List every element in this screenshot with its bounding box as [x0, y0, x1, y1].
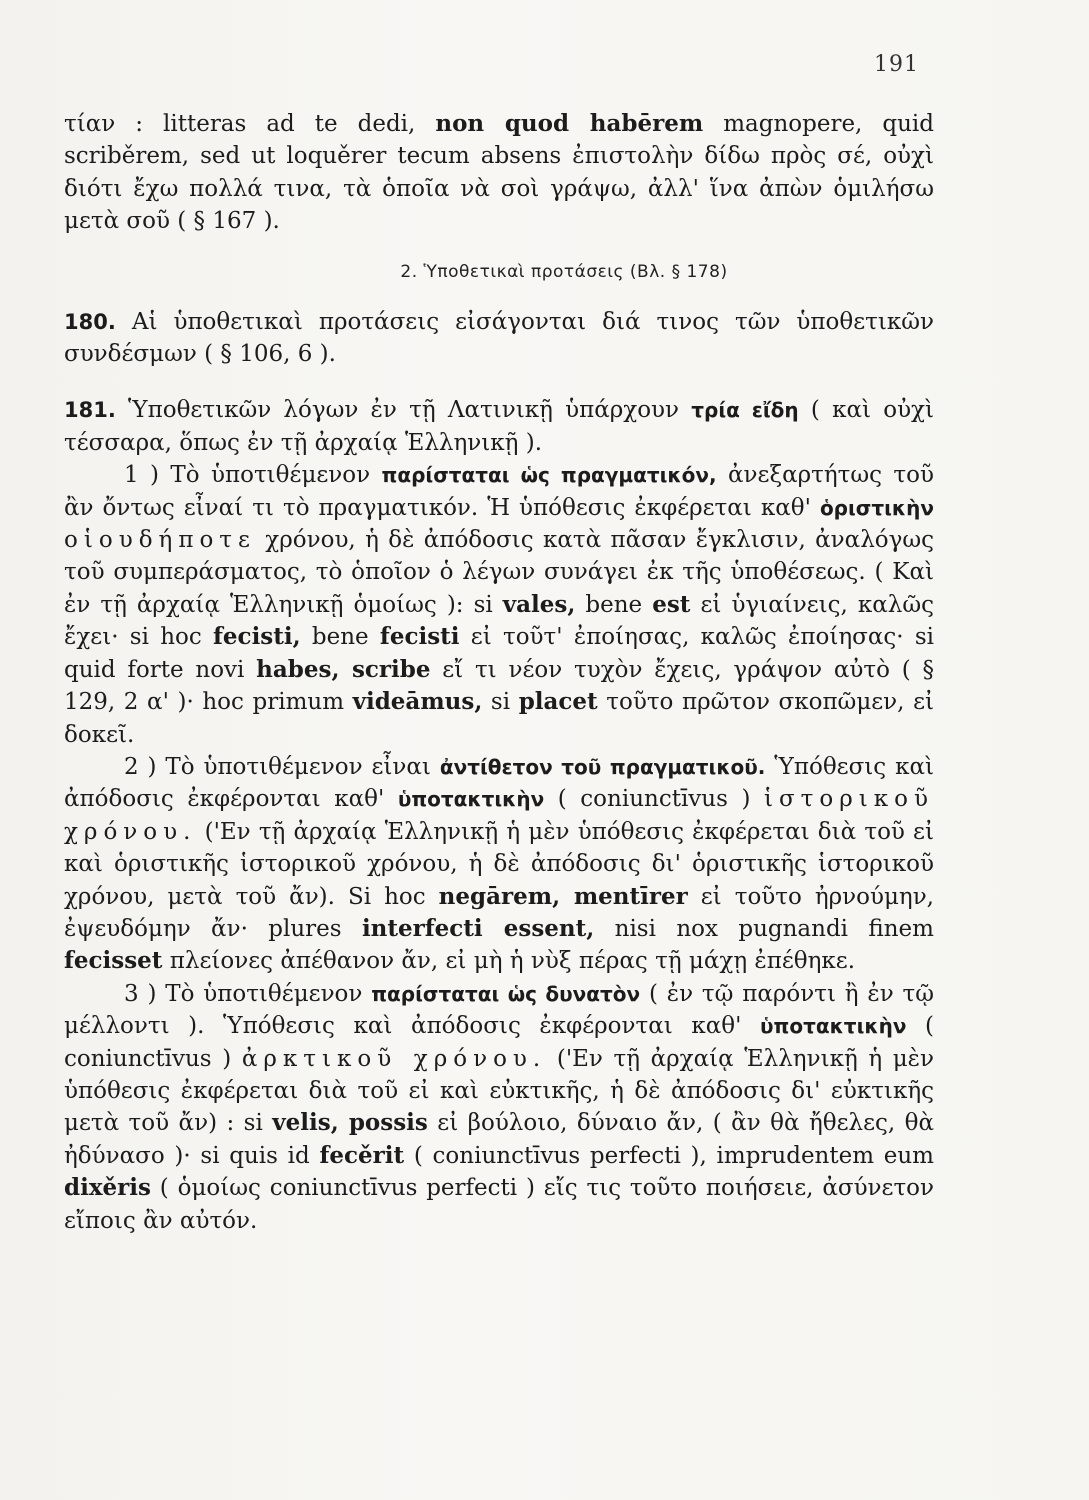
p1-n: εἰ τοῦτ' ἐποίησας, καλῶς ἐποίησας· si quid forte novi [64, 624, 934, 683]
p2-bold-b: ἀντίθετον τοῦ πραγματικοῦ. [439, 754, 766, 779]
p2-bold-j: interfecti essent, [361, 914, 595, 942]
p2-spaced-f: ἱστορικοῦ χρόνου. [64, 786, 934, 845]
section-181-bold: τρία εἴδη [691, 398, 799, 423]
p3-c: ( ἐν τῷ παρόντι ἢ ἐν τῷ μέλλοντι ). Ὑπόθεσις καὶ ἀπόδοσις ἐκφέρονται καθ' [64, 980, 934, 1040]
section-number-180: 180. [64, 309, 116, 334]
p1-h: bene [575, 591, 653, 618]
p3-i: εἰ βούλοιο, δύναιο ἄν, ( ἂν θὰ ἤθελες, θὰ ἠδύνασο )· si quis id [64, 1110, 934, 1169]
section-number-181: 181. [64, 398, 116, 423]
case-3-paragraph [64, 978, 934, 1237]
p1-a: 1 ) Τὸ ὑποτιθέμενον [124, 462, 382, 489]
section-180 [64, 306, 934, 371]
p1-j: εἰ ὑγιαίνεις, καλῶς ἔχει· si hoc [64, 591, 935, 651]
p3-bold-j: fecěrit [319, 1141, 405, 1169]
p3-bold-b: παρίσταται ὡς δυνατὸν [371, 981, 641, 1006]
p1-bold-k: fecisti, [213, 623, 301, 651]
p2-g: ('Εν τῇ ἀρχαίᾳ Ἑλληνικῇ ἡ μὲν ὑπόθεσις ἐκφέρεται διὰ τοῦ εἰ καὶ ὁριστικῆς ἱστορικοῦ χρόνου, ἡ δὲ ἀπόδοσις δι' ὁριστικῆς ἱστορικοῦ χρόνου, μετὰ τοῦ ἄν). Si hoc [64, 818, 934, 910]
p2-c: Ὑπόθεσις καὶ ἀπόδοσις ἐκφέρονται καθ' [64, 753, 934, 813]
p1-t: τοῦτο πρῶτον σκοπῶμεν, εἰ δοκεῖ. [64, 689, 934, 748]
p2-a: 2 ) Τὸ ὑποτιθέμενον εἶναι [124, 753, 440, 780]
page-content [64, 108, 934, 1237]
p3-bold-d: ὑποτακτικὴν [760, 1014, 907, 1039]
p1-bold-o: habes, scribe [256, 655, 431, 683]
p1-r: si [482, 689, 519, 716]
intro-text-b: magnopere, quid scriběrem, sed ut loquěrer tecum absens ἐπιστολὴν δίδω πρὸς σέ, οὐχὶ διότι ἔχω πολλά τινα, τὰ ὁποῖα νὰ σοὶ γράψω, ἀλλ' ἵνα ἀπὼν ὁμιλήσω μετὰ σοῦ ( § 167 ). [64, 111, 934, 235]
p2-bold-l: fecisset [64, 947, 163, 975]
p3-k: ( coniunctīvus perfecti ), imprudentem eum [404, 1142, 934, 1169]
p1-bold-g: vales, [502, 590, 576, 618]
p2-bold-h: negārem, mentīrer [438, 882, 688, 910]
p1-bold-q: videāmus, [352, 688, 483, 716]
p3-bold-h: velis, possis [272, 1109, 428, 1137]
intro-text-a: τίαν : litteras ad te dedi, [64, 111, 436, 137]
page-number: 191 [874, 52, 919, 77]
p2-k: nisi nox pugnandi finem [594, 915, 934, 942]
p2-bold-d: ὑποτακτικὴν [397, 787, 545, 812]
p2-e: ( coniunctīvus ) [544, 786, 764, 813]
p1-p: εἴ τι νέον τυχὸν ἔχεις, γράψον αὐτὸ ( § 129, 2 α' )· hoc primum [64, 656, 934, 716]
p2-m: πλείονες ἀπέθανον ἄν, εἰ μὴ ἡ νὺξ πέρας τῇ μάχῃ ἐπέθηκε. [162, 948, 856, 975]
section-subheading: 2. Ὑποθετικαὶ προτάσεις (Βλ. § 178) [400, 261, 728, 282]
p1-bold-b: παρίσταται ὡς πραγματικόν, [381, 463, 717, 488]
intro-paragraph [64, 108, 934, 238]
case-2-paragraph [64, 751, 934, 978]
p3-e: ( coniunctīvus ) [64, 1013, 934, 1072]
p1-c: ἀνεξαρτήτως τοῦ ἂν ὄντως εἶναί τι τὸ πραγματικόν. Ἡ ὑπόθεσις ἐκφέρεται καθ' [64, 462, 934, 521]
p3-m: ( ὁμοίως coniunctīvus perfecti ) εἴς τις τοῦτο ποιήσειε, ἀσύνετον εἴποις ἂν αὐτόν. [64, 1175, 934, 1234]
p1-l: bene [300, 624, 380, 651]
p1-f: χρόνου, ἡ δὲ ἀπόδοσις κατὰ πᾶσαν ἔγκλισιν, ἀναλόγως τοῦ συμπεράσματος, τὸ ὁποῖον ὁ λέγων συνάγει ἐκ τῆς ὑποθέσεως. ( Καὶ ἐν τῇ ἀρχαίᾳ Ἑλληνικῇ ὁμοίως ): si [64, 527, 934, 618]
section-181-text-a: Ὑποθετικῶν λόγων ἐν τῇ Λατινικῇ ὑπάρχουν [115, 397, 692, 424]
section-181 [64, 394, 934, 459]
intro-bold: non quod habērem [435, 110, 704, 137]
section-180-text: Αἱ ὑποθετικαὶ προτάσεις εἰσάγονται διά τινος τῶν ὑποθετικῶν συνδέσμων ( § 106, 6 ). [64, 308, 934, 368]
p1-spaced-e: οἱουδήποτε [64, 527, 256, 554]
p3-a: 3 ) Τὸ ὑποτιθέμενον [124, 980, 372, 1007]
section-181-text-c: ( καὶ οὐχὶ τέσσαρα, ὅπως ἐν τῇ ἀρχαίᾳ Ἑλληνικῇ ). [64, 397, 935, 456]
p1-bold-i: est [652, 590, 691, 618]
p2-i: εἰ τοῦτο ἠρνούμην, ἐψευδόμην ἄν· plures [64, 883, 934, 942]
p1-bold-s: placet [518, 688, 598, 716]
p3-spaced-f: ἀρκτικοῦ χρόνου. [241, 1045, 547, 1072]
p3-g: ('Εν τῇ ἀρχαίᾳ Ἑλληνικῇ ἡ μὲν ὑπόθεσις ἐκφέρεται διὰ τοῦ εἰ καὶ εὐκτικῆς, ἡ δὲ ἀπόδοσις δι' εὐκτικῆς μετὰ τοῦ ἄν) : si [64, 1045, 935, 1137]
p3-bold-l: dixěris [64, 1174, 151, 1202]
p1-bold-m: fecisti [379, 623, 460, 651]
case-1-paragraph [64, 459, 934, 751]
p1-bold-d: ὁριστικὴν [819, 495, 934, 520]
